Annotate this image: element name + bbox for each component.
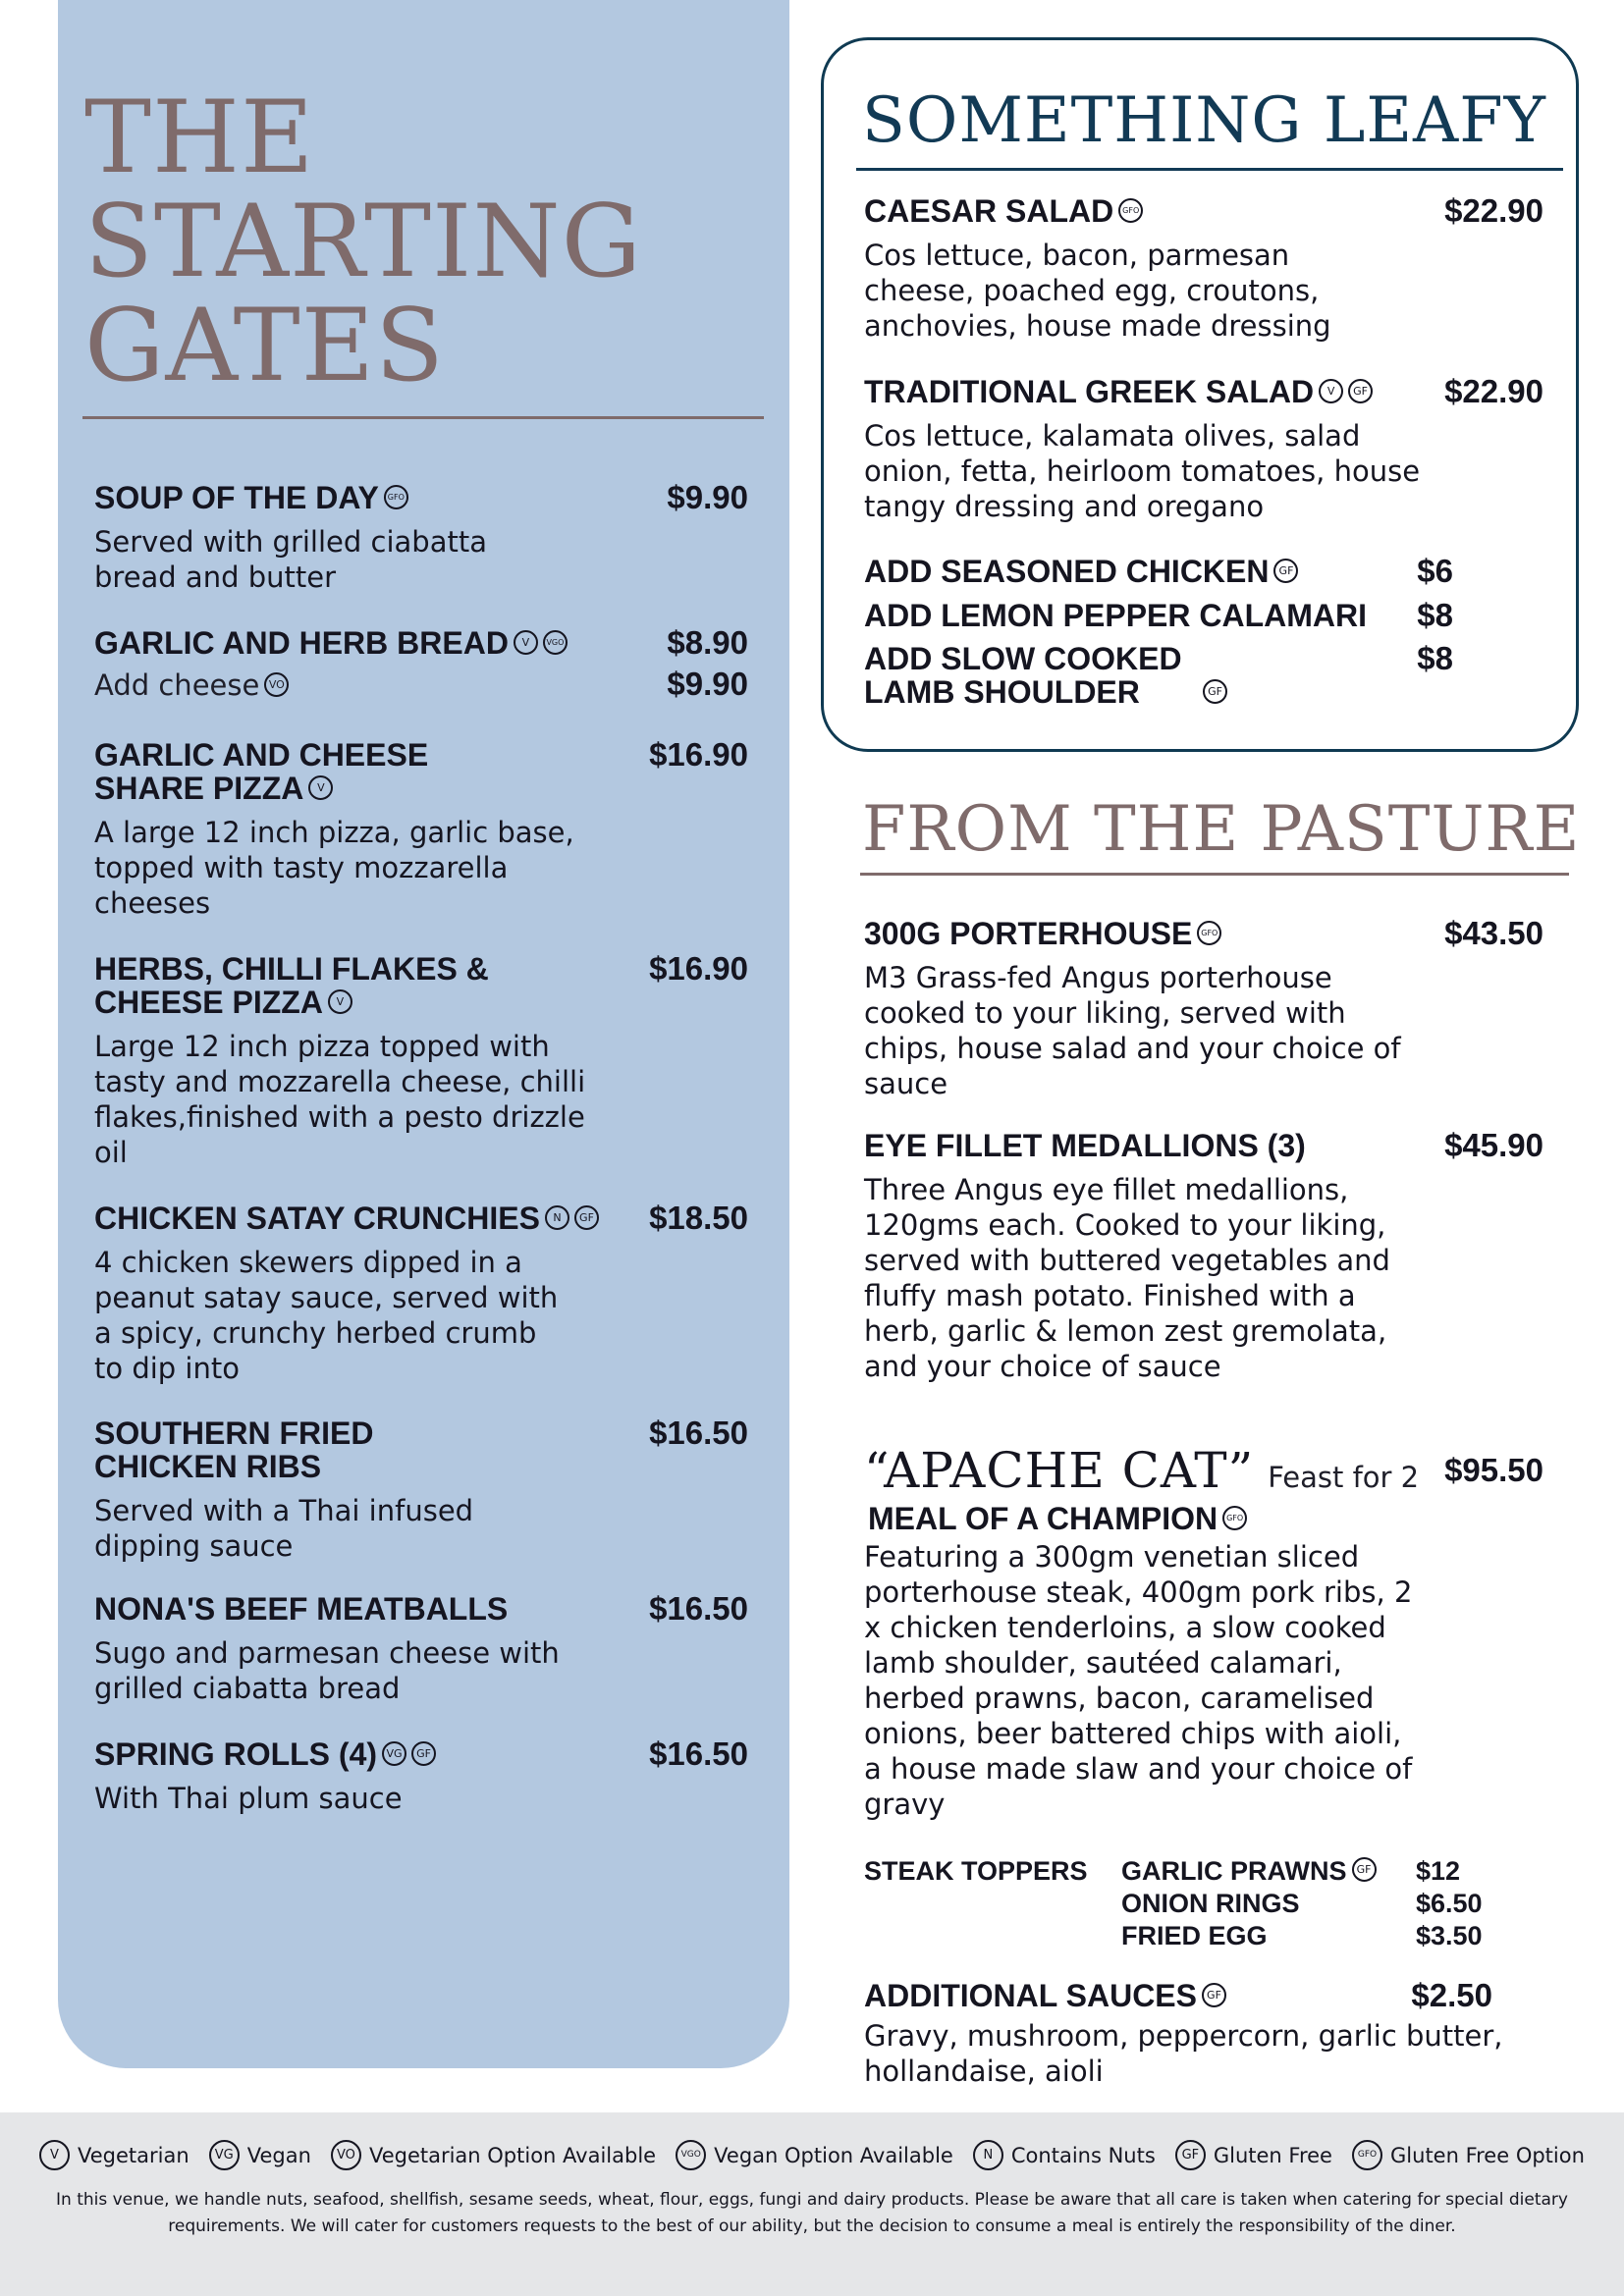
menu-item-meatballs	[94, 1592, 748, 1706]
item-name: ADD LEMON PEPPER CALAMARI	[864, 598, 1368, 633]
vg-badge-icon: VG	[209, 2140, 240, 2170]
legend-item-gf	[1175, 2140, 1332, 2170]
menu-item-eye-fillet	[864, 1129, 1543, 1384]
leafy-divider	[856, 168, 1563, 171]
legend-label: Vegetarian Option Available	[368, 2143, 657, 2167]
menu-item-southern-fried-ribs	[94, 1416, 748, 1564]
legend-label: Vegan Option Available	[714, 2143, 953, 2167]
item-description: Sugo and parmesan cheese with grilled ciabatta bread	[94, 1636, 560, 1705]
title-line: THE	[84, 80, 315, 196]
menu-item-chicken-satay	[94, 1201, 748, 1386]
addon-seasoned-chicken	[864, 555, 1453, 588]
n-badge-icon: N	[545, 1205, 569, 1230]
gf-badge-icon: GF	[1348, 379, 1373, 403]
menu-item-additional-sauces	[864, 1979, 1551, 2089]
item-name: CHICKEN SATAY CRUNCHIES	[94, 1201, 540, 1236]
title-line: GATES	[84, 288, 445, 404]
menu-item-apache-cat	[864, 1443, 1543, 1822]
addon-label: Add cheese	[94, 668, 260, 702]
item-price: $8.90	[667, 624, 748, 661]
gfo-badge-icon: GFO	[1197, 921, 1221, 945]
item-price: $16.90	[649, 736, 748, 773]
addon-price: $9.90	[667, 666, 748, 702]
legend-label: Contains Nuts	[1010, 2143, 1156, 2167]
item-price: $16.90	[649, 950, 748, 987]
menu-item-porterhouse	[864, 917, 1543, 1101]
menu-item-garlic-herb-bread	[94, 626, 748, 703]
topper-price: $12	[1416, 1856, 1461, 1886]
topper-name: ONION RINGS	[1121, 1889, 1300, 1918]
item-price: $45.90	[1444, 1127, 1543, 1163]
v-badge-icon: V	[39, 2140, 70, 2170]
gf-badge-icon: GF	[1202, 1983, 1226, 2007]
topper-name: FRIED EGG	[1121, 1921, 1268, 1950]
item-name: NONA'S BEEF MEATBALLS	[94, 1591, 509, 1627]
item-description: With Thai plum sauce	[94, 1782, 403, 1815]
item-description: M3 Grass-fed Angus porterhouse cooked to your liking, served with chips, house salad and your choice of sauce	[864, 961, 1401, 1100]
apache-subtitle: MEAL OF A CHAMPION	[868, 1501, 1218, 1536]
gfo-badge-icon: GFO	[1222, 1506, 1247, 1530]
item-price: $95.50	[1444, 1452, 1543, 1488]
item-description: Cos lettuce, kalamata olives, salad onion, fetta, heirloom tomatoes, house tangy dressing and oregano	[864, 419, 1421, 523]
item-price: $8	[1417, 640, 1453, 676]
gfo-badge-icon: GFO	[1118, 198, 1143, 223]
menu-item-herbs-chilli-pizza	[94, 952, 748, 1170]
item-description: Served with a Thai infused dipping sauce	[94, 1494, 474, 1563]
item-price: $6	[1417, 553, 1453, 589]
gfo-badge-icon: GFO	[384, 485, 408, 509]
vo-badge-icon: VO	[331, 2140, 361, 2170]
something-leafy-title: SOMETHING LEAFY	[862, 84, 1546, 157]
topper-price: $3.50	[1416, 1921, 1483, 1950]
gf-badge-icon: GF	[1352, 1857, 1377, 1882]
item-description: Cos lettuce, bacon, parmesan cheese, poached egg, croutons, anchovies, house made dressing	[864, 239, 1331, 343]
legend-label: Vegan	[246, 2143, 311, 2167]
legend-label: Vegetarian	[78, 2143, 189, 2167]
gf-badge-icon: GF	[1203, 679, 1227, 704]
item-description: Three Angus eye fillet medallions, 120gms each. Cooked to your liking, served with buttered vegetables and fluffy mash potato. Finished with a herb, garlic & lemon zest gremolata, and your choice of sauce	[864, 1173, 1390, 1383]
v-badge-icon: V	[1319, 379, 1343, 403]
vgo-badge-icon: VGO	[543, 630, 568, 655]
gf-badge-icon: GF	[574, 1205, 599, 1230]
steak-toppers	[864, 1855, 1512, 1952]
menu-item-caesar-salad	[864, 194, 1543, 344]
vg-badge-icon: VG	[382, 1741, 406, 1766]
item-description: Served with grilled ciabatta bread and butter	[94, 525, 487, 594]
from-the-pasture-title: FROM THE PASTURE	[862, 793, 1581, 866]
item-price: $8	[1417, 597, 1453, 633]
menu-item-soup	[94, 481, 748, 595]
item-name: SOUTHERN FRIED CHICKEN RIBS	[94, 1415, 374, 1484]
item-price: $2.50	[1411, 1977, 1492, 2013]
allergen-disclaimer: In this venue, we handle nuts, seafood, shellfish, sesame seeds, wheat, flour, eggs, fungi and dairy products. Please be aware that all care is taken when catering for special dietary requirements. We will cater for customers requests to the best of our ability, but the decision to consume a meal is entirely the responsibility of the diner.	[56, 2190, 1568, 2236]
item-name: ADDITIONAL SAUCES	[864, 1978, 1197, 2013]
legend-item-n	[973, 2140, 1156, 2170]
dietary-legend	[39, 2140, 1585, 2170]
gf-badge-icon: GF	[411, 1741, 436, 1766]
item-name: TRADITIONAL GREEK SALAD	[864, 374, 1315, 409]
item-price: $22.90	[1444, 192, 1543, 229]
vgo-badge-icon: VGO	[676, 2140, 706, 2170]
legend-item-v	[39, 2140, 189, 2170]
pasture-divider	[860, 873, 1569, 876]
item-description: A large 12 inch pizza, garlic base, topped with tasty mozzarella cheeses	[94, 816, 574, 920]
item-price: $43.50	[1444, 915, 1543, 951]
feast-label: Feast for 2	[1268, 1461, 1420, 1494]
item-name: ADD SEASONED CHICKEN	[864, 554, 1270, 589]
item-price: $16.50	[649, 1735, 748, 1772]
item-name: CAESAR SALAD	[864, 193, 1114, 229]
gf-badge-icon: GF	[1175, 2140, 1206, 2170]
legend-item-vgo	[676, 2140, 953, 2170]
item-description: Featuring a 300gm venetian sliced porterhouse steak, 400gm pork ribs, 2 x chicken tenderloins, a slow cooked lamb shoulder, sautéed calamari, herbed prawns, bacon, caramelised onions, beer battered chips with aioli, a house made slaw and your choice of gravy	[864, 1540, 1413, 1821]
item-name: SOUP OF THE DAY	[94, 480, 379, 515]
title-divider	[82, 416, 764, 419]
gfo-badge-icon: GFO	[1352, 2140, 1382, 2170]
title-line: STARTING	[84, 184, 643, 300]
menu-item-spring-rolls	[94, 1737, 748, 1816]
item-price: $9.90	[667, 479, 748, 515]
v-badge-icon: V	[328, 989, 352, 1014]
legend-item-gfo	[1352, 2140, 1585, 2170]
item-price: $16.50	[649, 1415, 748, 1451]
item-description: Large 12 inch pizza topped with tasty and mozzarella cheese, chilli flakes,finished with a pesto drizzle oil	[94, 1030, 586, 1169]
n-badge-icon: N	[973, 2140, 1003, 2170]
addon-lamb-shoulder	[864, 642, 1453, 709]
item-description: Gravy, mushroom, peppercorn, garlic butter, hollandaise, aioli	[864, 2019, 1503, 2088]
apache-cat-name: “APACHE CAT”	[864, 1442, 1255, 1499]
legend-item-vg	[209, 2140, 311, 2170]
menu-item-greek-salad	[864, 375, 1543, 524]
addon-lemon-pepper-calamari	[864, 599, 1453, 632]
item-name: GARLIC AND CHEESE SHARE PIZZA	[94, 737, 429, 806]
starting-gates-title	[84, 80, 643, 404]
gf-badge-icon: GF	[1273, 559, 1298, 583]
v-badge-icon: V	[308, 775, 333, 800]
item-price: $22.90	[1444, 373, 1543, 409]
menu-item-garlic-cheese-pizza	[94, 738, 748, 921]
item-price: $18.50	[649, 1200, 748, 1236]
item-name: 300G PORTERHOUSE	[864, 916, 1193, 951]
steak-toppers-label: STEAK TOPPERS	[864, 1856, 1088, 1886]
item-name: EYE FILLET MEDALLIONS (3)	[864, 1128, 1306, 1163]
legend-item-vo	[331, 2140, 656, 2170]
legend-label: Gluten Free	[1213, 2143, 1332, 2167]
item-name: HERBS, CHILLI FLAKES & CHEESE PIZZA	[94, 951, 489, 1020]
vo-badge-icon: VO	[264, 672, 289, 697]
legend-label: Gluten Free Option	[1390, 2143, 1585, 2167]
item-name: SPRING ROLLS (4)	[94, 1736, 378, 1772]
item-price: $16.50	[649, 1590, 748, 1627]
item-description: 4 chicken skewers dipped in a peanut satay sauce, served with a spicy, crunchy herbed crumb to dip into	[94, 1246, 559, 1385]
item-name: ADD SLOW COOKED LAMB SHOULDER	[864, 641, 1182, 710]
topper-price: $6.50	[1416, 1889, 1483, 1918]
item-name: GARLIC AND HERB BREAD	[94, 625, 509, 661]
topper-name: GARLIC PRAWNS	[1121, 1856, 1347, 1886]
v-badge-icon: V	[514, 630, 538, 655]
